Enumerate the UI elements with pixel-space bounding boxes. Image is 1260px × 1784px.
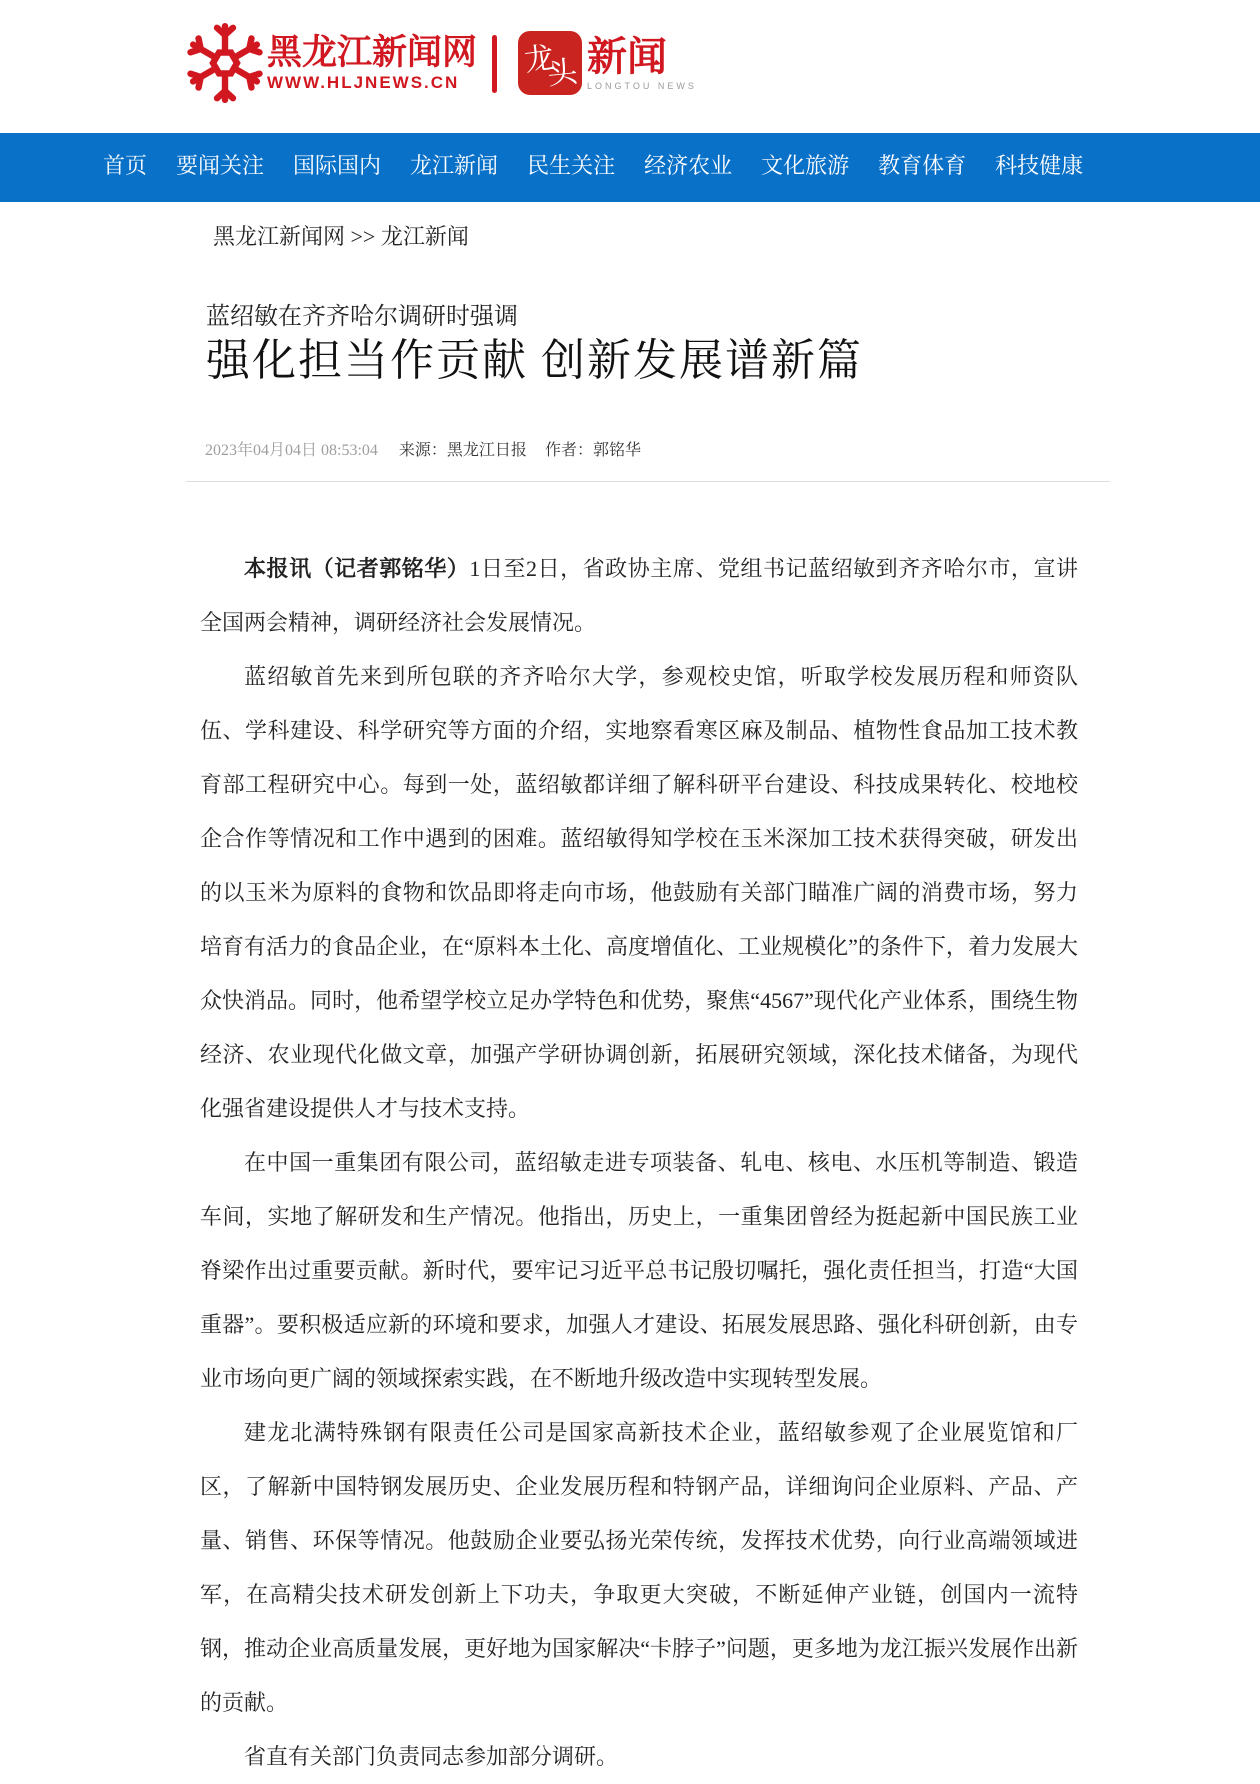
- nav-item-top-news[interactable]: 要闻关注: [176, 153, 265, 178]
- article-subtitle: 蓝绍敏在齐齐哈尔调研时强调: [206, 304, 518, 330]
- nav-item-longjiang-news[interactable]: 龙江新闻: [410, 153, 499, 178]
- site-text: [267, 34, 477, 92]
- article-paragraph: [200, 1136, 1078, 1406]
- partner-text: [587, 35, 697, 92]
- article-paragraph: [200, 542, 1078, 650]
- breadcrumb[interactable]: 黑龙江新闻网 >> 龙江新闻: [213, 224, 469, 249]
- logo-row: [0, 0, 1260, 103]
- nav-item-home[interactable]: 首页: [103, 153, 148, 178]
- nav-item-livelihood[interactable]: 民生关注: [527, 153, 616, 178]
- snowflake-logo-icon: [185, 23, 265, 103]
- partner-logo[interactable]: [519, 32, 697, 94]
- nav-item-education-sports[interactable]: 教育体育: [878, 153, 967, 178]
- article-page: [186, 220, 1110, 1784]
- source-label: 来源：: [398, 442, 447, 459]
- article-paragraph: [200, 1730, 1078, 1784]
- site-url: WWW.HLJNEWS.CN: [267, 73, 460, 92]
- article-paragraph: [200, 1406, 1078, 1730]
- nav-item-culture-tourism[interactable]: 文化旅游: [761, 153, 850, 178]
- article-paragraph: [200, 650, 1078, 1136]
- paragraph-text: 1日至2日，省政协主席、党组书记蓝绍敏到齐齐哈尔市，宣讲全国两会精神，调研经济社会发展情况。: [200, 556, 1078, 635]
- seal-char-long: 龙: [522, 41, 557, 78]
- paragraph-text: 省直有关部门负责同志参加部分调研。: [244, 1744, 619, 1769]
- nav-item-economy-agriculture[interactable]: 经济农业: [644, 153, 733, 178]
- main-nav: [0, 133, 1260, 202]
- seal-char-tou: 头: [545, 55, 580, 92]
- author-value: 郭铭华: [592, 442, 641, 459]
- paragraph-text: 在中国一重集团有限公司，蓝绍敏走进专项装备、轧电、核电、水压机等制造、锻造车间，实地了解研发和生产情况。他指出，历史上，一重集团曾经为挺起新中国民族工业脊梁作出过重要贡献。新时代，要牢记习近平总书记殷切嘱托，强化责任担当，打造“大国重器”。要积极适应新的环境和要求，加强人才建设、拓展发展思路、强化科研创新，由专业市场向更广阔的领域探索实践，在不断地升级改造中实现转型发展。: [200, 1150, 1078, 1391]
- paragraph-text: 蓝绍敏首先来到所包联的齐齐哈尔大学，参观校史馆，听取学校发展历程和师资队伍、学科建设、科学研究等方面的介绍，实地察看寒区麻及制品、植物性食品加工技术教育部工程研究中心。每到一处，蓝绍敏都详细了解科研平台建设、科技成果转化、校地校企合作等情况和工作中遇到的困难。蓝绍敏得知学校在玉米深加工技术获得突破，研发出的以玉米为原料的食物和饮品即将走向市场，他鼓励有关部门瞄准广阔的消费市场，努力培育有活力的食品企业，在“原料本土化、高度增值化、工业规模化”的条件下，着力发展大众快消品。同时，他希望学校立足办学特色和优势，聚焦“4567”现代化产业体系，围绕生物经济、农业现代化做文章，加强产学研协调创新，拓展研究领域，深化技术储备，为现代化强省建设提供人才与技术支持。: [200, 664, 1078, 1121]
- nav-item-tech-health[interactable]: 科技健康: [995, 153, 1084, 178]
- longtou-seal-icon: [519, 32, 581, 94]
- publish-datetime: 2023年04月04日 08:53:04: [205, 442, 378, 459]
- nav-item-international-domestic[interactable]: 国际国内: [293, 153, 382, 178]
- partner-subtext: LONGTOU NEWS: [587, 80, 697, 91]
- article-meta: [186, 437, 1110, 460]
- article-author: [545, 442, 641, 459]
- author-label: 作者：: [544, 442, 593, 459]
- article-source: [399, 442, 527, 459]
- logo-separator: [492, 35, 497, 93]
- article-title: 强化担当作贡献 创新发展谱新篇: [206, 336, 863, 385]
- partner-name: 新闻: [587, 34, 668, 79]
- site-logo[interactable]: [185, 23, 477, 103]
- site-name: 黑龙江新闻网: [267, 33, 478, 72]
- source-value: 黑龙江日报: [446, 442, 527, 459]
- article-body: [186, 542, 1078, 1784]
- paragraph-text: 建龙北满特殊钢有限责任公司是国家高新技术企业，蓝绍敏参观了企业展览馆和厂区，了解新中国特钢发展历史、企业发展历程和特钢产品，详细询问企业原料、产品、产量、销售、环保等情况。他鼓励企业要弘扬光荣传统，发挥技术优势，向行业高端领域进军，在高精尖技术研发创新上下功夫，争取更大突破，不断延伸产业链，创国内一流特钢，推动企业高质量发展，更好地为国家解决“卡脖子”问题，更多地为龙江振兴发展作出新的贡献。: [200, 1420, 1078, 1715]
- lead-in: 本报讯（记者郭铭华）: [244, 556, 470, 581]
- meta-divider: [186, 481, 1110, 482]
- site-header: [0, 0, 1260, 133]
